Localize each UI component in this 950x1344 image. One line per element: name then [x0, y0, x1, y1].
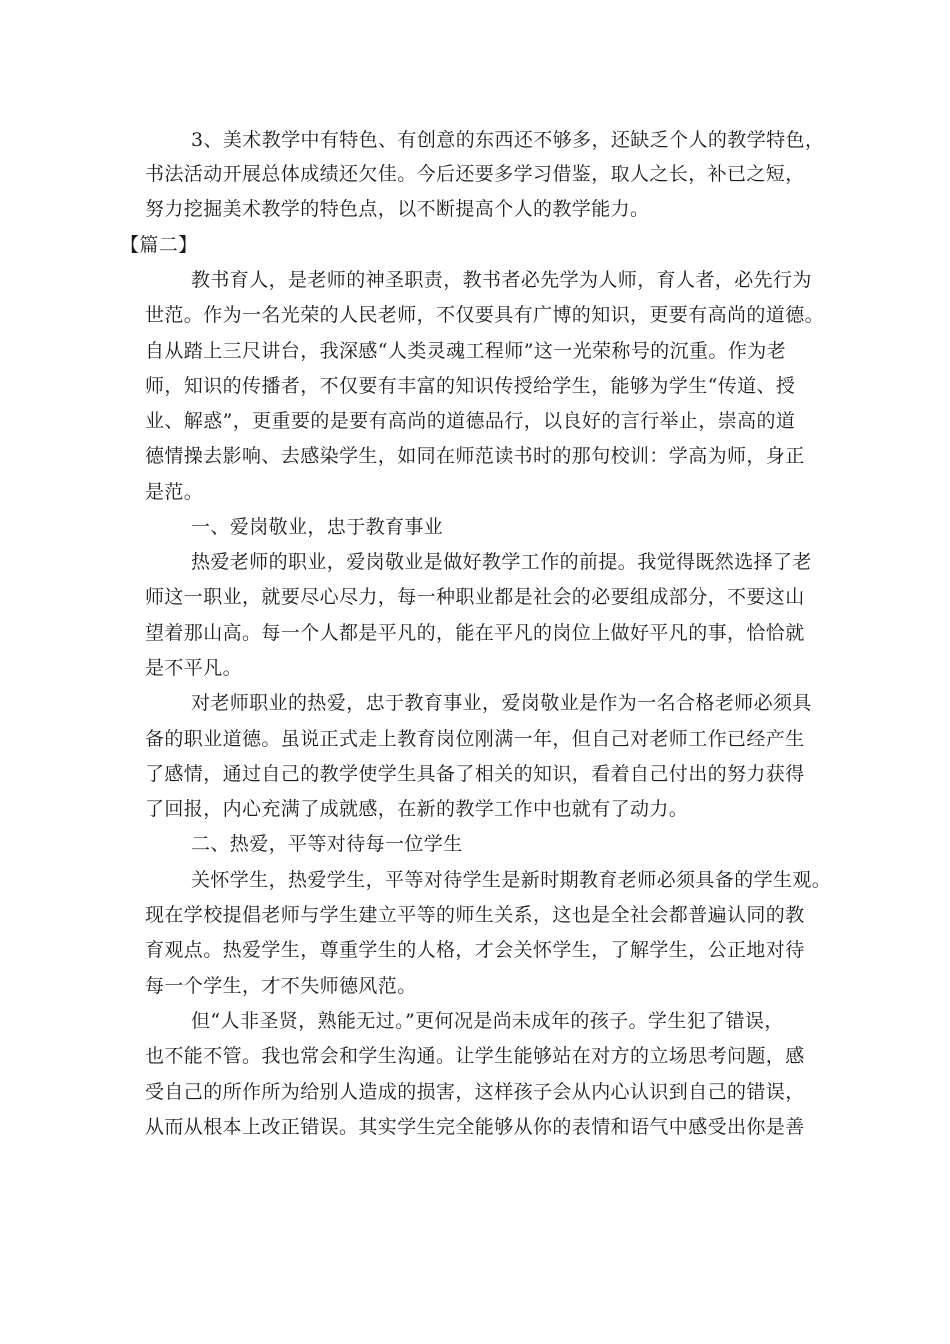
subsection-heading: 一、爱岗敬业，忠于教育事业	[191, 516, 444, 538]
text-line: 备的职业道德。虽说正式走上教育岗位刚满一年，但自己对老师工作已经产生	[145, 728, 805, 750]
text-line: 德情操去影响、去感染学生，如同在师范读书时的那句校训：学高为师，身正	[145, 445, 805, 467]
text-line: 育观点。热爱学生，尊重学生的人格，才会关怀学生，了解学生，公正地对待	[145, 939, 805, 961]
text-line: 望着那山高。每一个人都是平凡的，能在平凡的岗位上做好平凡的事，恰恰就	[145, 622, 805, 644]
text-line: 对老师职业的热爱，忠于教育事业，爱岗敬业是作为一名合格老师必须具	[191, 692, 812, 714]
text-line: 书法活动开展总体成绩还欠佳。今后还要多学习借鉴，取人之长，补已之短，	[145, 163, 805, 185]
text-line: 关怀学生，热爱学生，平等对待学生是新时期教育老师必须具备的学生观。	[191, 869, 832, 891]
section-title: 【篇二】	[120, 234, 198, 256]
text-line: 世范。作为一名光荣的人民老师，不仅要具有广博的知识，更要有高尚的道德。	[145, 304, 825, 326]
text-line: 业、解惑”，更重要的是要有高尚的道德品行，以良好的言行举止，崇高的道	[145, 410, 796, 432]
text-line: 努力挖掘美术教学的特色点，以不断提高个人的教学能力。	[145, 198, 650, 220]
text-line: 从而从根本上改正错误。其实学生完全能够从你的表情和语气中感受出你是善	[145, 1116, 805, 1138]
text-line: 也不能不管。我也常会和学生沟通。让学生能够站在对方的立场思考问题，感	[145, 1045, 805, 1067]
text-line: 自从踏上三尺讲台，我深感“人类灵魂工程师”这一光荣称号的沉重。作为老	[145, 340, 787, 362]
text-line: 是范。	[145, 481, 204, 503]
subsection-heading: 二、热爱，平等对待每一位学生	[191, 833, 463, 855]
text-line: 教书育人，是老师的神圣职责，教书者必先学为人师，育人者，必先行为	[191, 269, 812, 291]
text-line: 了感情，通过自己的教学使学生具备了相关的知识，看着自己付出的努力获得	[145, 763, 805, 785]
text-line: 是不平凡。	[145, 657, 243, 679]
text-line: 师，知识的传播者，不仅要有丰富的知识传授给学生，能够为学生“传道、授	[145, 375, 796, 397]
text-line: 师这一职业，就要尽心尽力，每一种职业都是社会的必要组成部分，不要这山	[145, 586, 805, 608]
text-line: 受自己的所作所为给别人造成的损害，这样孩子会从内心认识到自己的错误，	[145, 1081, 805, 1103]
text-line: 热爱老师的职业，爱岗敬业是做好教学工作的前提。我觉得既然选择了老	[191, 551, 812, 573]
text-line: 3、美术教学中有特色、有创意的东西还不够多，还缺乏个人的教学特色，	[191, 129, 825, 151]
text-line: 每一个学生，才不失师德风范。	[145, 975, 417, 997]
text-line: 了回报，内心充满了成就感，在新的教学工作中也就有了动力。	[145, 798, 689, 820]
text-line: 现在学校提倡老师与学生建立平等的师生关系，这也是全社会都普遍认同的教	[145, 904, 805, 926]
text-line: 但“人非圣贤，熟能无过。”更何况是尚未成年的孩子。学生犯了错误，	[191, 1010, 784, 1032]
